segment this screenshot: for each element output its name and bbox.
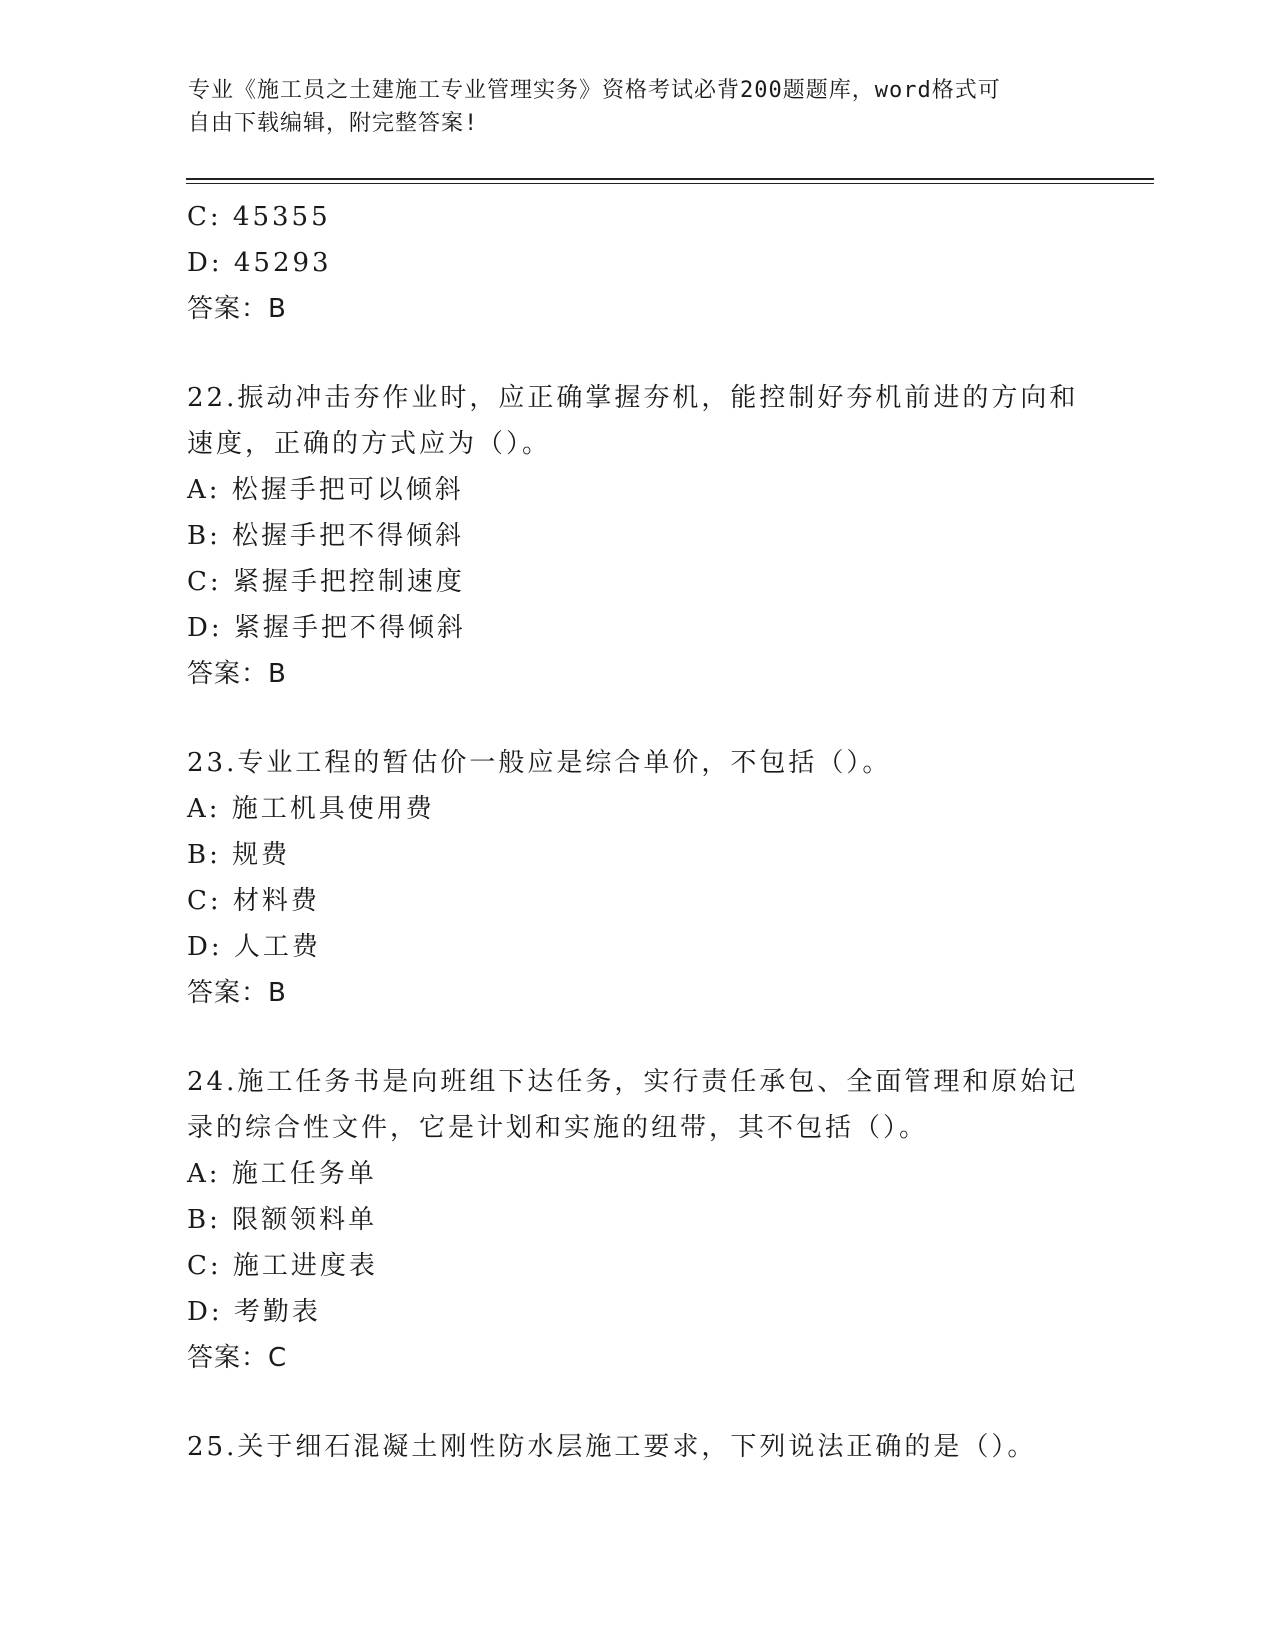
q24-stem-line-2: 录的综合性文件，它是计划和实施的纽带，其不包括（）。 <box>187 1113 929 1143</box>
q24-option-b: B: 限额领料单 <box>187 1205 378 1235</box>
q23-option-b: B: 规费 <box>187 840 291 870</box>
q24-option-c: C: 施工进度表 <box>187 1251 378 1281</box>
question-23 <box>187 740 1147 1016</box>
q24-option-d: D: 考勤表 <box>187 1297 321 1327</box>
spacer <box>187 1016 1147 1059</box>
question-25 <box>187 1424 1147 1470</box>
question-24 <box>187 1059 1147 1381</box>
spacer <box>187 332 1147 375</box>
q22-option-a: A: 松握手把可以倾斜 <box>187 475 464 505</box>
question-21-tail <box>187 194 1147 332</box>
header-divider-thin <box>186 183 1154 184</box>
q21-option-c: C: 45355 <box>187 202 331 232</box>
header-title-line-2: 自由下载编辑，附完整答案! <box>188 111 479 136</box>
q22-option-c: C: 紧握手把控制速度 <box>187 567 465 597</box>
q25-stem-line-1: 25.关于细石混凝土刚性防水层施工要求，下列说法正确的是（）。 <box>187 1432 1037 1462</box>
q23-option-c: C: 材料费 <box>187 886 320 916</box>
document-header <box>188 74 1088 140</box>
question-22 <box>187 375 1147 697</box>
q23-stem-line-1: 23.专业工程的暂估价一般应是综合单价，不包括（）。 <box>187 748 892 778</box>
q23-option-d: D: 人工费 <box>187 932 321 962</box>
q22-option-b: B: 松握手把不得倾斜 <box>187 521 465 551</box>
q24-answer: 答案：C <box>187 1343 288 1373</box>
q24-stem-line-1: 24.施工任务书是向班组下达任务，实行责任承包、全面管理和原始记 <box>187 1067 1079 1097</box>
q22-option-d: D: 紧握手把不得倾斜 <box>187 613 466 643</box>
spacer <box>187 697 1147 740</box>
q22-stem-line-2: 速度，正确的方式应为（）。 <box>187 429 552 459</box>
q23-answer: 答案：B <box>187 978 287 1008</box>
question-list <box>187 194 1147 1470</box>
q23-option-a: A: 施工机具使用费 <box>187 794 435 824</box>
q22-answer: 答案：B <box>187 659 287 689</box>
spacer <box>187 1381 1147 1424</box>
q22-stem-line-1: 22.振动冲击夯作业时，应正确掌握夯机，能控制好夯机前进的方向和 <box>187 383 1079 413</box>
q21-option-d: D: 45293 <box>187 248 332 278</box>
header-divider-thick <box>186 178 1154 180</box>
q21-answer: 答案：B <box>187 294 287 324</box>
header-title-line-1: 专业《施工员之土建施工专业管理实务》资格考试必背200题题库，word格式可 <box>188 78 1001 103</box>
q24-option-a: A: 施工任务单 <box>187 1159 377 1189</box>
